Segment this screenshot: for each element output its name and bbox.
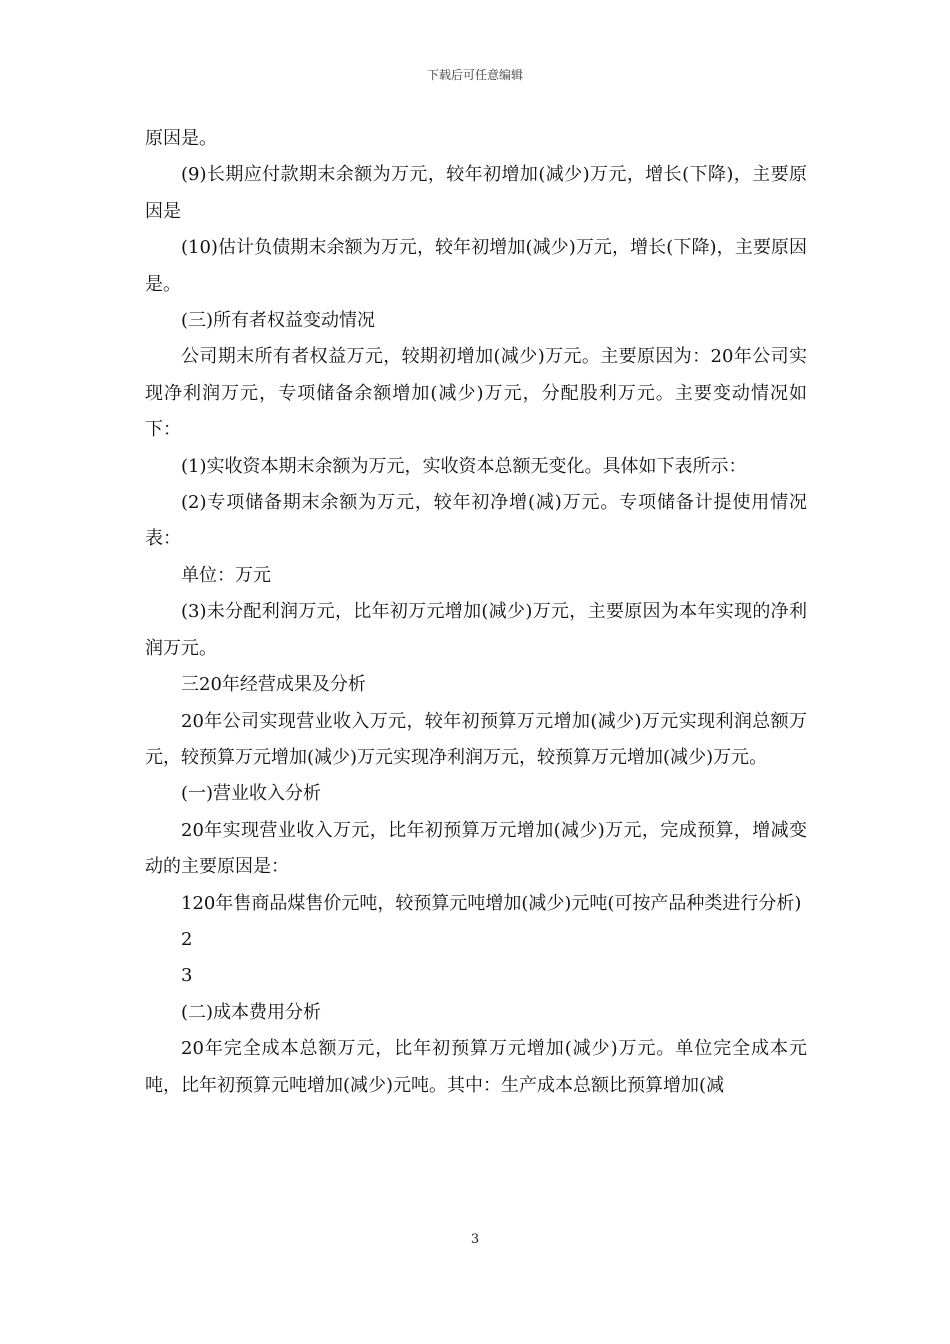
paragraph: 20年公司实现营业收入万元，较年初预算万元增加(减少)万元实现利润总额万元，较预算万元增加(减少)万元实现净利润万元，较预算万元增加(减少)万元。 bbox=[145, 710, 807, 768]
paragraph: 公司期末所有者权益万元，较期初增加(减少)万元。主要原因为：20年公司实现净利润万元，专项储备余额增加(减少)万元，分配股利万元。主要变动情况如下： bbox=[145, 346, 807, 441]
unit-label: 单位：万元 bbox=[181, 564, 271, 586]
page-header: 下载后可任意编辑 bbox=[426, 68, 523, 82]
paragraph: 20年完全成本总额万元，比年初预算万元增加(减少)万元。单位完全成本元吨，比年初预算元吨增加(减少)元吨。其中：生产成本总额比预算增加(减 bbox=[145, 1038, 807, 1096]
document-body bbox=[145, 121, 807, 1104]
page-number: 3 bbox=[470, 1232, 480, 1247]
paragraph: (1)实收资本期末余额为万元，实收资本总额无变化。具体如下表所示： bbox=[181, 455, 747, 477]
section-heading: (一)营业收入分析 bbox=[181, 783, 322, 805]
list-item: 2 bbox=[181, 928, 193, 950]
paragraph: 20年实现营业收入万元，比年初预算万元增加(减少)万元，完成预算，增减变动的主要原因是： bbox=[145, 819, 807, 878]
paragraph: (2)专项储备期末余额为万元，较年初净增(减)万元。专项储备计提使用情况表： bbox=[145, 492, 807, 550]
paragraph: (9)长期应付款期末余额为万元，较年初增加(减少)万元，增长(下降)，主要原因是 bbox=[145, 164, 807, 222]
section-heading: (二)成本费用分析 bbox=[181, 1001, 322, 1023]
paragraph: 原因是。 bbox=[145, 128, 217, 149]
list-item: 120年售商品煤售价元吨，较预算元吨增加(减少)元吨(可按产品种类进行分析) bbox=[181, 892, 802, 914]
section-heading: (三)所有者权益变动情况 bbox=[181, 310, 376, 332]
paragraph: (10)估计负债期末余额为万元，较年初增加(减少)万元，增长(下降)，主要原因是。 bbox=[145, 237, 807, 295]
paragraph: (3)未分配利润万元，比年初万元增加(减少)万元，主要原因为本年实现的净利润万元。 bbox=[145, 601, 807, 659]
list-item: 3 bbox=[181, 965, 193, 987]
section-heading: 三20年经营成果及分析 bbox=[181, 674, 366, 696]
